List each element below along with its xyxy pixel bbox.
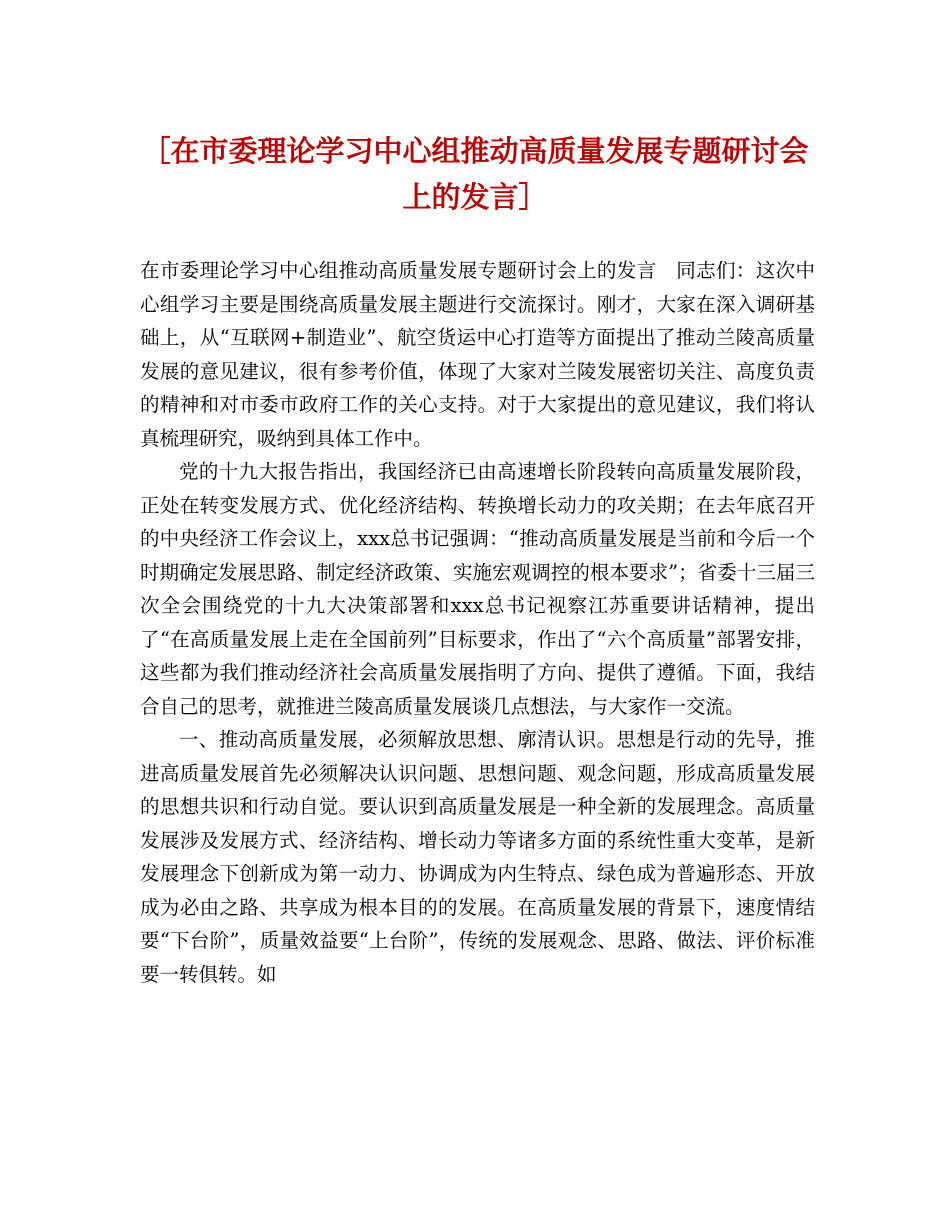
paragraph-report: 党的十九大报告指出，我国经济已由高速增长阶段转向高质量发展阶段，正处在转变发展方式、优化经济结构、转换增长动力的攻关期；在去年底召开的中央经济工作会议上，xxx总书记强调：“推动高质量发展是当前和今后一个时期确定发展思路、制定经济政策、实施宏观调控的根本要求”；省委十三届三次全会围绕党的十九大决策部署和xxx总书记视察江苏重要讲话精神，提出了“在高质量发展上走在全国前列”目标要求，作出了“六个高质量”部署安排，这些都为我们推动经济社会高质量发展指明了方向、提供了遵循。下面，我结合自己的思考，就推进兰陵高质量发展谈几点想法，与大家作一交流。 bbox=[140, 460, 815, 718]
document-body bbox=[140, 254, 815, 991]
document-title: ［在市委理论学习中心组推动高质量发展专题研讨会上的发言］ bbox=[141, 134, 809, 214]
paragraph-intro: 在市委理论学习中心组推动高质量发展专题研讨会上的发言 同志们：这次中心组学习主要是围绕高质量发展主题进行交流探讨。刚才，大家在深入调研基础上，从“互联网+制造业”、航空货运中心打造等方面提出了推动兰陵高质量发展的意见建议，很有参考价值，体现了大家对兰陵发展密切关注、高度负责的精神和对市委市政府工作的关心支持。对于大家提出的意见建议，我们将认真梳理研究，吸纳到具体工作中。 bbox=[140, 259, 815, 450]
paragraph-point-one: 一、推动高质量发展，必须解放思想、廓清认识。思想是行动的先导，推进高质量发展首先必须解决认识问题、思想问题、观念问题，形成高质量发展的思想共识和行动自觉。要认识到高质量发展是一种全新的发展理念。高质量发展涉及发展方式、经济结构、增长动力等诸多方面的系统性重大变革，是新发展理念下创新成为第一动力、协调成为内生特点、绿色成为普遍形态、开放成为必由之路、共享成为根本目的的发展。在高质量发展的背景下，速度情结要“下台阶”，质量效益要“上台阶”，传统的发展观念、思路、做法、评价标准要一转俱转。如 bbox=[140, 728, 815, 986]
